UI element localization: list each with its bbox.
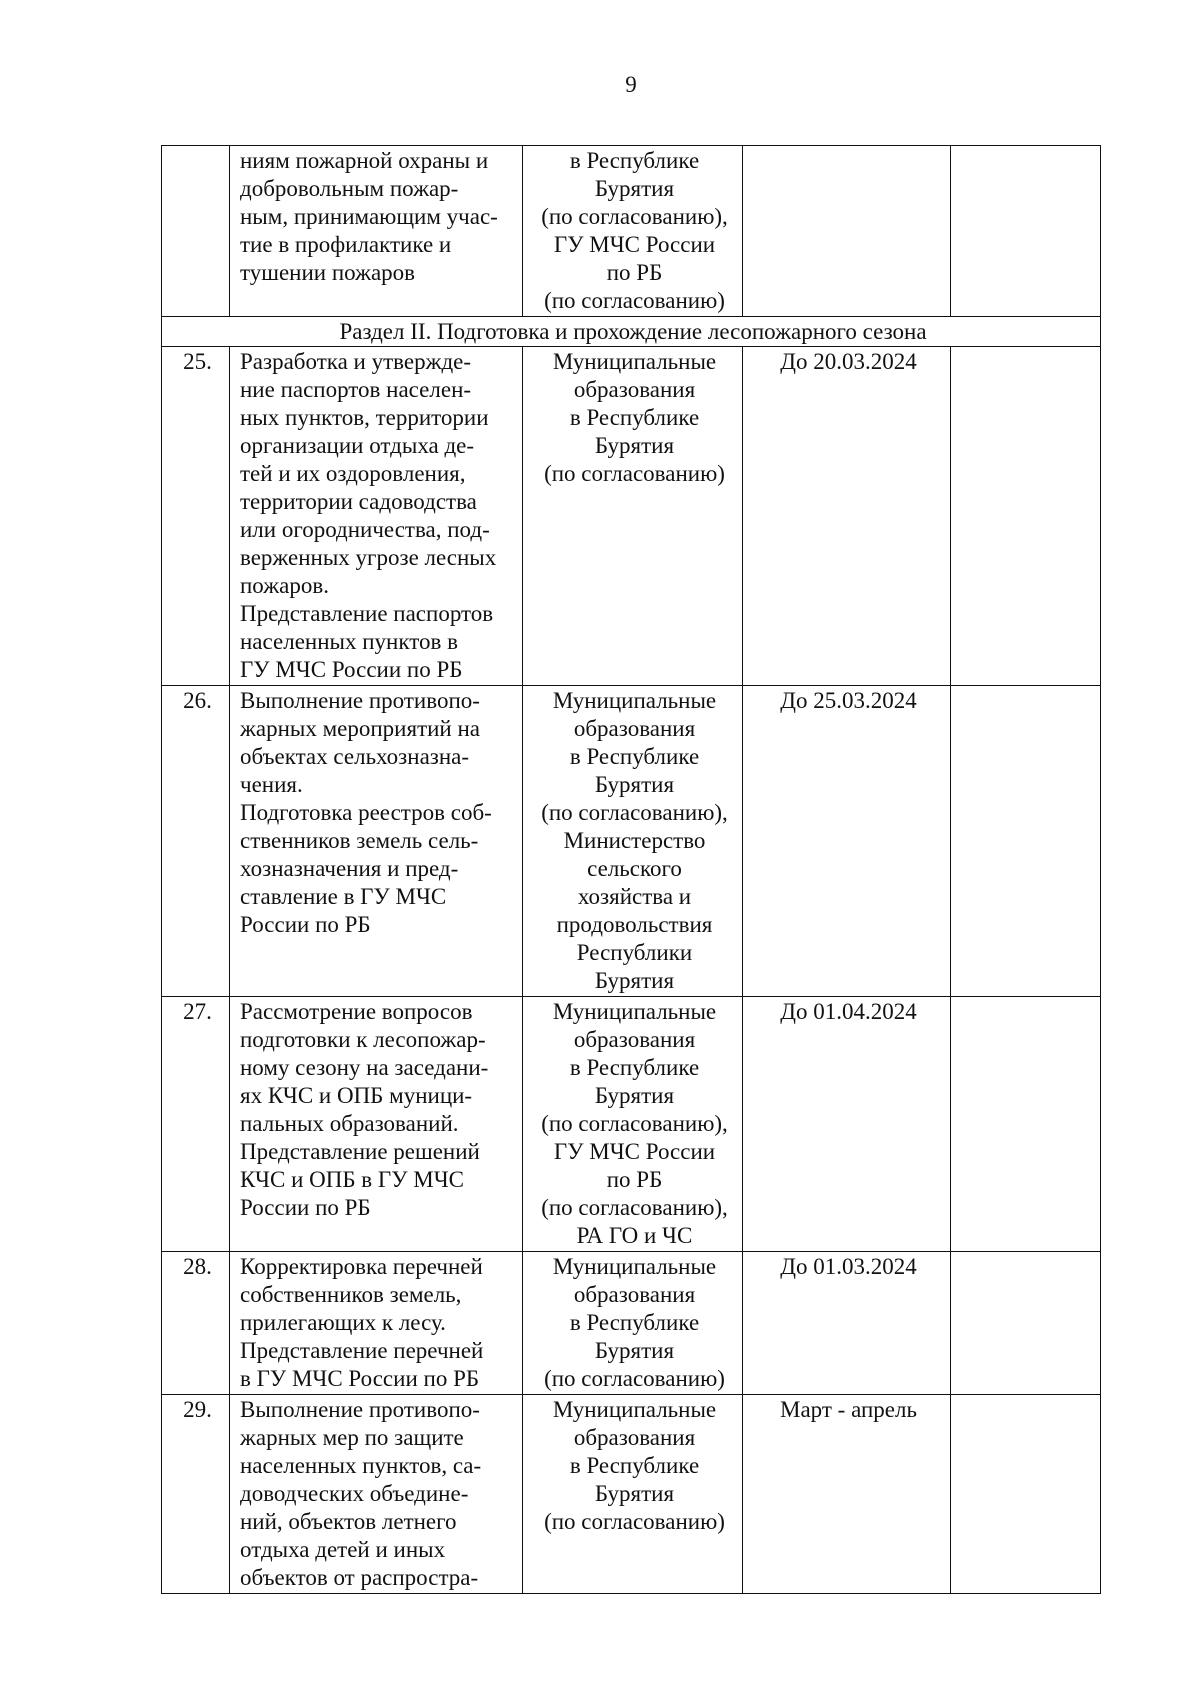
cell-text-line: (по согласованию), (541, 800, 728, 825)
cell-text-line: Рассмотрение вопросов (240, 999, 473, 1024)
cell-text-line: или огородничества, под- (240, 517, 490, 542)
deadline-cell: До 20.03.2024 (743, 347, 951, 686)
cell-text-line: Бурятия (594, 1481, 675, 1506)
cell-text-line: населенных пунктов, са- (240, 1453, 482, 1478)
cell-text-line: Представление перечней (240, 1338, 484, 1363)
responsible-cell (523, 686, 743, 997)
cell-text-line: ГУ МЧС России по РБ (240, 657, 463, 682)
responsible-cell (523, 1252, 743, 1395)
cell-text-line: Корректировка перечней (240, 1254, 483, 1279)
cell-text-line: территории садоводства (240, 489, 477, 514)
table-row (162, 1395, 1101, 1594)
cell-text-line: Муниципальные (552, 999, 717, 1024)
table-row-continued (162, 146, 1101, 317)
deadline-cell: До 25.03.2024 (743, 686, 951, 997)
table-row (162, 997, 1101, 1252)
cell-text-line: образования (573, 377, 696, 402)
cell-text-line: ний, объектов летнего (240, 1509, 457, 1534)
cell-text-line: в Республике (569, 744, 700, 769)
cell-text-line: Муниципальные (552, 349, 717, 374)
table-row (162, 1252, 1101, 1395)
cell-text-line: (по согласованию), (541, 204, 728, 229)
responsible-cell (523, 347, 743, 686)
note-cell (951, 686, 1101, 997)
cell-text-line: хозяйства и (577, 884, 692, 909)
plan-table-body (162, 146, 1101, 1594)
cell-text-line: прилегающих к лесу. (240, 1310, 446, 1335)
cell-text-line: Представление решений (240, 1139, 480, 1164)
cell-text-line: ственников земель сель- (240, 828, 479, 853)
cell-text-line: образования (573, 1027, 696, 1052)
cell-text-line: РА ГО и ЧС (576, 1223, 693, 1248)
cell-text-line: чения. (240, 772, 303, 797)
deadline-cell: Март - апрель (743, 1395, 951, 1594)
cell-text-line: ГУ МЧС России (553, 232, 716, 257)
note-cell (951, 1252, 1101, 1395)
plan-table (161, 145, 1101, 1594)
cell-text-line: тей и их оздоровления, (240, 461, 466, 486)
cell-text-line: собственников земель, (240, 1282, 462, 1307)
cell-text-line: в ГУ МЧС России по РБ (240, 1366, 480, 1391)
row-number-cell: 26. (162, 686, 230, 997)
task-cell (230, 1395, 523, 1594)
cell-text-line: ному сезону на заседани- (240, 1055, 489, 1080)
cell-text-line: жарных мероприятий на (240, 716, 481, 741)
note-cell (951, 347, 1101, 686)
cell-text-line: пожаров. (240, 573, 329, 598)
cell-text-line: образования (573, 1425, 696, 1450)
responsible-cell (523, 1395, 743, 1594)
cell-text-line: подготовки к лесопожар- (240, 1027, 486, 1052)
cell-text-line: (по согласованию), (541, 1195, 728, 1220)
table-row (162, 347, 1101, 686)
row-number-cell: 25. (162, 347, 230, 686)
cell-text-line: Муниципальные (552, 688, 717, 713)
cell-text-line: в Республике (569, 1453, 700, 1478)
cell-text-line: доводческих объедине- (240, 1481, 469, 1506)
cell-text-line: Муниципальные (552, 1397, 717, 1422)
deadline-cell: До 01.04.2024 (743, 997, 951, 1252)
cell-text-line: Подготовка реестров соб- (240, 800, 492, 825)
responsible-cell (523, 997, 743, 1252)
cell-text-line: ных пунктов, территории (240, 405, 489, 430)
task-cell (230, 1252, 523, 1395)
cell-text-line: Муниципальные (552, 1254, 717, 1279)
cell-text-line: ным, принимающим учас- (240, 204, 498, 229)
table-row (162, 686, 1101, 997)
cell-text-line: в Республике (569, 405, 700, 430)
note-cell (951, 1395, 1101, 1594)
cell-text-line: Бурятия (594, 433, 675, 458)
task-cell (230, 347, 523, 686)
cell-text-line: организации отдыха де- (240, 433, 475, 458)
cell-text-line: Представление паспортов (240, 601, 494, 626)
cell-text-line: Разработка и утвержде- (240, 349, 472, 374)
deadline-cell (743, 146, 951, 317)
cell-text-line: верженных угрозе лесных (240, 545, 497, 570)
cell-text-line: (по согласованию) (544, 461, 725, 486)
cell-text-line: (по согласованию), (541, 1111, 728, 1136)
cell-text-line: ставление в ГУ МЧС (240, 884, 447, 909)
cell-text-line: Выполнение противопо- (240, 688, 480, 713)
cell-text-line: объектах сельхозназна- (240, 744, 470, 769)
cell-text-line: по РБ (606, 1167, 663, 1192)
cell-text-line: пальных образований. (240, 1111, 459, 1136)
row-number-cell: 27. (162, 997, 230, 1252)
cell-text-line: продовольствия (556, 912, 713, 937)
cell-text-line: в Республике (569, 1310, 700, 1335)
cell-text-line: в Республике (569, 148, 700, 173)
cell-text-line: Выполнение противопо- (240, 1397, 480, 1422)
cell-text-line: Бурятия (594, 772, 675, 797)
cell-text-line: России по РБ (240, 1195, 371, 1220)
responsible-cell (523, 146, 743, 317)
cell-text-line: образования (573, 716, 696, 741)
cell-text-line: ГУ МЧС России (553, 1139, 716, 1164)
cell-text-line: хозназначения и пред- (240, 856, 459, 881)
task-cell (230, 997, 523, 1252)
cell-text-line: (по согласованию) (544, 1509, 725, 1534)
cell-text-line: жарных мер по защите (240, 1425, 464, 1450)
cell-text-line: Министерство (563, 828, 706, 853)
cell-text-line: (по согласованию) (544, 1366, 725, 1391)
cell-text-line: Бурятия (594, 176, 675, 201)
cell-text-line: ях КЧС и ОПБ муници- (240, 1083, 473, 1108)
cell-text-line: добровольным пожар- (240, 176, 459, 201)
cell-text-line: объектов от распростра- (240, 1565, 479, 1590)
cell-text-line: населенных пунктов в (240, 629, 458, 654)
cell-text-line: ниям пожарной охраны и (240, 148, 489, 173)
section-title: Раздел II. Подготовка и прохождение лесопожарного сезона (162, 317, 1101, 347)
row-number-cell: 29. (162, 1395, 230, 1594)
row-number-cell: 28. (162, 1252, 230, 1395)
note-cell (951, 997, 1101, 1252)
cell-text-line: Бурятия (594, 968, 675, 993)
cell-text-line: по РБ (606, 260, 663, 285)
cell-text-line: России по РБ (240, 912, 371, 937)
row-number-cell (162, 146, 230, 317)
cell-text-line: сельского (587, 856, 682, 881)
cell-text-line: образования (573, 1282, 696, 1307)
cell-text-line: тушении пожаров (240, 260, 416, 285)
note-cell (951, 146, 1101, 317)
deadline-cell: До 01.03.2024 (743, 1252, 951, 1395)
cell-text-line: тие в профилактике и (240, 232, 452, 257)
cell-text-line: Бурятия (594, 1083, 675, 1108)
section-row (162, 317, 1101, 347)
task-cell (230, 146, 523, 317)
page-number: 9 (625, 72, 637, 97)
cell-text-line: Республики (576, 940, 693, 965)
cell-text-line: ние паспортов населен- (240, 377, 472, 402)
cell-text-line: Бурятия (594, 1338, 675, 1363)
cell-text-line: в Республике (569, 1055, 700, 1080)
cell-text-line: (по согласованию) (544, 288, 725, 313)
cell-text-line: отдыха детей и иных (240, 1537, 446, 1562)
cell-text-line: КЧС и ОПБ в ГУ МЧС (240, 1167, 464, 1192)
task-cell (230, 686, 523, 997)
